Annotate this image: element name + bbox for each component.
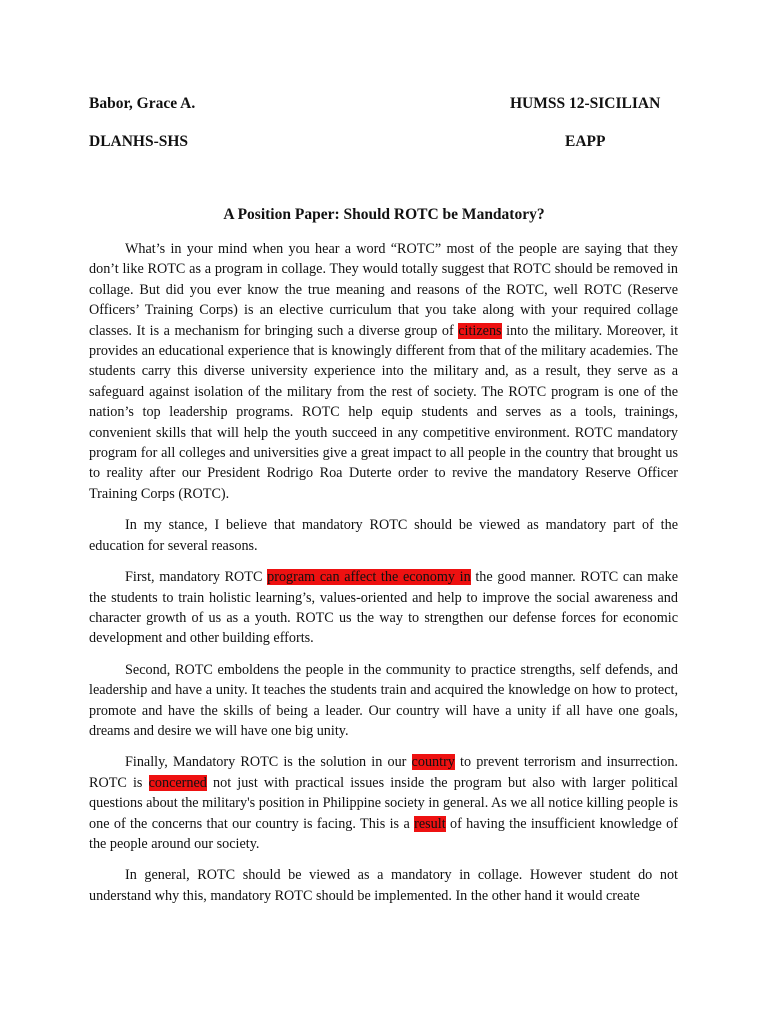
school-name: DLANHS-SHS: [89, 133, 189, 150]
paragraph-text: the good manner. ROTC can make the students to train holistic learning’s, values-oriented and help to improve the social awareness and character growth of us as a youth. ROTC us the way to strengthen our defense forces for economic development and other building efforts.: [89, 569, 679, 647]
subject-name: EAPP: [565, 133, 606, 150]
paragraph-text: What’s in your mind when you hear a word “ROTC” most of the people are saying that they don’t like ROTC as a program in collage. They would totally suggest that ROTC should be removed in collage. But did you ever know the true meaning and reasons of the ROTC, well ROTC (Reserve Officers’ Training Corps) is an elective curriculum that you take along with your required collage classes. It is a mechanism for bringing such a diverse group of: [89, 241, 678, 339]
paragraph-first-reason: [89, 567, 678, 649]
paper-body: [89, 239, 678, 917]
paragraph-text: Finally, Mandatory ROTC is the solution in our: [125, 754, 412, 771]
paragraph-text: In general, ROTC should be viewed as a mandatory in collage. However student do not understand why this, mandatory ROTC should be implemented. In the other hand it would create: [89, 867, 678, 904]
author-name: Babor, Grace A.: [89, 95, 196, 112]
highlighted-text: country: [411, 754, 455, 771]
paragraph-text: In my stance, I believe that mandatory ROTC should be viewed as mandatory part of the education for several reasons.: [89, 517, 678, 554]
paragraph-text: into the military. Moreover, it provides an educational experience that is knowingly different from that of the military academies. The students carry this diverse university experience into the military and, as a result, they serve as a safeguard against isolation of the military from the rest of society. The ROTC program is one of the nation’s top leadership programs. ROTC help equip students and serves as a tools, trainings, convenient skills that will help the youth succeed in any competitive environment. ROTC mandatory program for all colleges and universities give a great impact to all people in the country that brought us to reality after our President Rodrigo Roa Duterte order to revive the mandatory Reserve Officer Training Corps (ROTC).: [89, 322, 679, 502]
paper-title: A Position Paper: Should ROTC be Mandatory?: [223, 206, 545, 223]
highlighted-text: program can affect the economy in: [267, 569, 471, 586]
paragraph-second-reason: [89, 660, 678, 742]
paragraph-text: of having the insufficient knowledge of the people around our society.: [89, 815, 678, 852]
paragraph-stance: [89, 515, 678, 556]
highlighted-text: result: [414, 815, 446, 832]
strand-section: HUMSS 12-SICILIAN: [510, 95, 661, 112]
paragraph-text: not just with practical issues inside the program but also with larger political questions about the military's position in Philippine society in general. As we all notice killing people is one of the concerns that our country is facing. This is a: [89, 774, 678, 832]
highlighted-text: concerned: [148, 774, 207, 791]
paragraph-intro: [89, 239, 678, 504]
paragraph-text: to prevent terrorism and insurrection. ROTC is: [89, 754, 678, 791]
paragraph-text: Second, ROTC emboldens the people in the community to practice strengths, self defends, and leadership and have a unity. It teaches the students train and acquired the knowledge on how to protect, promote and have the skills of being a leader. Our country will have a unity if all have one goals, dreams and desire we will have one big unity.: [89, 661, 678, 739]
paragraph-text: First, mandatory ROTC: [125, 569, 268, 586]
paragraph-conclusion: [89, 865, 678, 906]
highlighted-text: citizens: [458, 322, 502, 339]
paragraph-third-reason: [89, 752, 678, 854]
